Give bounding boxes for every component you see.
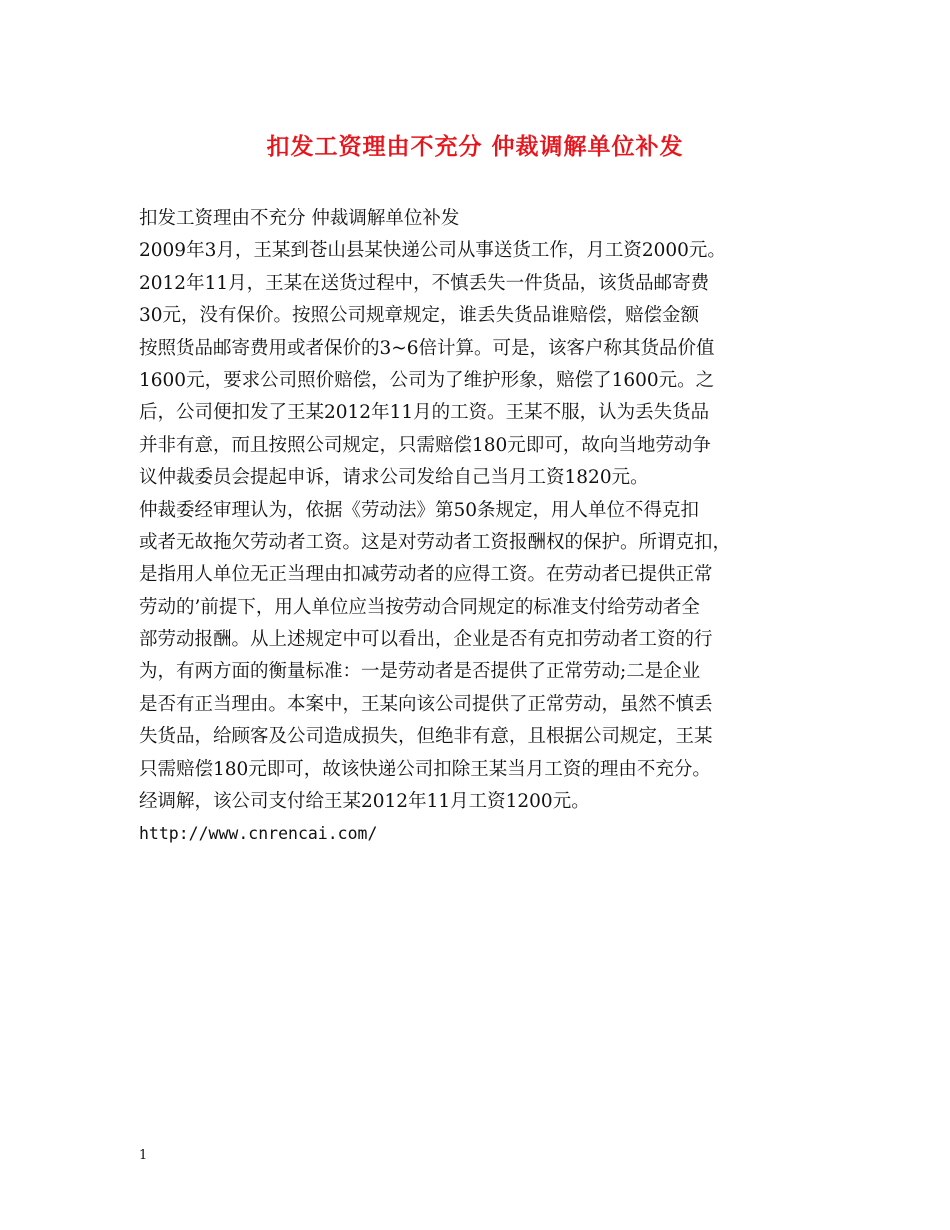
body-line: 并非有意，而且按照公司规定，只需赔偿180元即可，故向当地劳动争 [139,434,711,456]
body-line: 劳动的’前提下，用人单位应当按劳动合同规定的标准支付给劳动者全 [139,596,700,618]
body-line: 只需赔偿180元即可，故该快递公司扣除王某当月工资的理由不充分。 [139,758,711,780]
document-body [139,203,829,851]
body-line: 30元，没有保价。按照公司规章规定，谁丢失货品谁赔偿，赔偿金额 [139,305,700,327]
body-line: 是否有正当理由。本案中，王某向该公司提供了正常劳动，虽然不慎丢 [139,693,713,715]
body-line: 2009年3月，王某到苍山县某快递公司从事送货工作，月工资2000元。 [139,240,726,262]
page-number: 1 [139,1148,148,1163]
body-line: 议仲裁委员会提起申诉，请求公司发给自己当月工资1820元。 [139,467,649,489]
document-title: 扣发工资理由不充分 仲裁调解单位补发 [266,133,684,160]
body-line: 1600元，要求公司照价赔偿，公司为了维护形象，赔偿了1600元。之 [139,369,715,391]
body-line: 失货品，给顾客及公司造成损失，但绝非有意，且根据公司规定，王某 [139,726,713,748]
body-line: 按照货品邮寄费用或者保价的3~6倍计算。可是，该客户称其货品价值 [139,337,715,359]
body-line: 2012年11月，王某在送货过程中，不慎丢失一件货品，该货品邮寄费 [139,272,710,294]
body-line: 为，有两方面的衡量标准：一是劳动者是否提供了正常劳动;二是企业 [139,661,701,683]
body-line: 经调解，该公司支付给王某2012年11月工资1200元。 [139,791,590,813]
body-line: 扣发工资理由不充分 仲裁调解单位补发 [139,208,460,229]
source-url: http://www.cnrencai.com/ [139,824,378,844]
body-line: 或者无故拖欠劳动者工资。这是对劳动者工资报酬权的保护。所谓克扣， [139,531,732,553]
body-line: 是指用人单位无正当理由扣减劳动者的应得工资。在劳动者已提供正常 [139,564,713,586]
body-line: 部劳动报酬。从上述规定中可以看出，企业是否有克扣劳动者工资的行 [139,629,713,651]
body-line: 后，公司便扣发了王某2012年11月的工资。王某不服，认为丢失货品 [139,402,710,424]
body-line: 仲裁委经审理认为，依据《劳动法》第50条规定，用人单位不得克扣 [139,499,700,521]
